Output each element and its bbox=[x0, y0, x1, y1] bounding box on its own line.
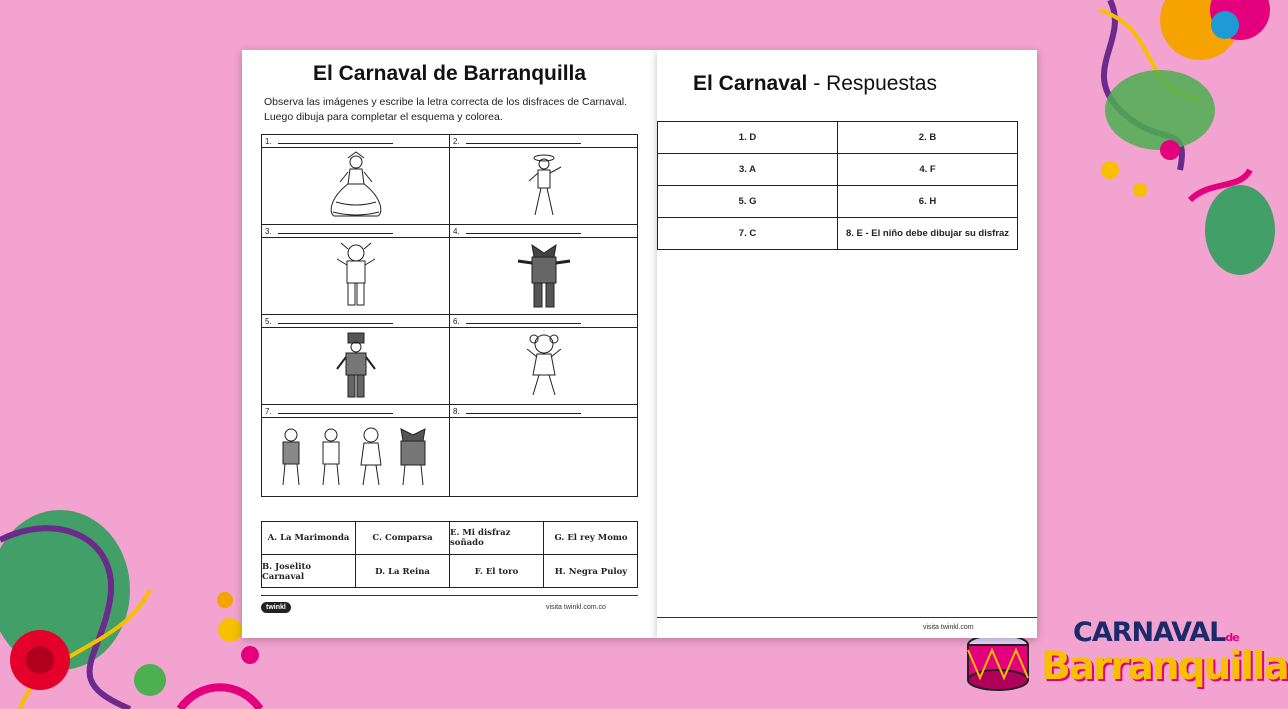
item-label: 7. bbox=[261, 404, 450, 418]
item-label: 8. bbox=[449, 404, 638, 418]
costume-image-cell bbox=[261, 327, 450, 405]
option-b: B. Joselito Carnaval bbox=[262, 555, 356, 588]
costume-image-cell bbox=[261, 237, 450, 315]
negra-puloy-costume-figure bbox=[519, 333, 569, 399]
costume-image-cell bbox=[449, 147, 638, 225]
carnaval-barranquilla-logo: CARNAVALde Barranquilla bbox=[1041, 617, 1288, 689]
answer-cell: 3. A bbox=[658, 154, 838, 186]
footer-divider bbox=[261, 595, 638, 596]
option-f: F. El toro bbox=[450, 555, 544, 588]
top-right-floral-decoration bbox=[1040, 0, 1260, 280]
item-label: 3. bbox=[261, 224, 450, 238]
bottom-left-floral-decoration bbox=[0, 480, 280, 709]
answer-cell: 5. G bbox=[658, 186, 838, 218]
item-label: 4. bbox=[449, 224, 638, 238]
answer-cell: 7. C bbox=[658, 218, 838, 250]
option-c: C. Comparsa bbox=[356, 522, 450, 555]
costume-image-cell bbox=[449, 327, 638, 405]
option-g: G. El rey Momo bbox=[544, 522, 638, 555]
costume-image-cell bbox=[449, 237, 638, 315]
comparsa-group-figure bbox=[271, 425, 441, 489]
option-d: D. La Reina bbox=[356, 555, 450, 588]
options-table bbox=[261, 521, 638, 588]
joselito-costume-figure bbox=[519, 153, 569, 219]
option-h: H. Negra Puloy bbox=[554, 566, 628, 577]
twinkl-logo: twinkl bbox=[261, 602, 291, 613]
footer-url: visita twinkl.com bbox=[923, 624, 974, 631]
item-label: 6. bbox=[449, 314, 638, 328]
answer-cell: 2. B bbox=[838, 122, 1018, 154]
item-label: 2. bbox=[449, 134, 638, 148]
item-label: 1. bbox=[261, 134, 450, 148]
rey-momo-costume-figure bbox=[331, 331, 381, 401]
answers-page bbox=[657, 50, 1037, 638]
answer-cell: 8. E - El niño debe dibujar su disfraz bbox=[838, 218, 1018, 250]
answer-cell: 1. D bbox=[658, 122, 838, 154]
marimonda-costume-figure bbox=[331, 243, 381, 309]
option-e: E. Mi disfraz soñado bbox=[450, 522, 544, 555]
item-label: 5. bbox=[261, 314, 450, 328]
comparsa-image-cell bbox=[261, 417, 450, 497]
drawing-area-cell bbox=[449, 417, 638, 497]
answer-cell: 6. H bbox=[838, 186, 1018, 218]
answers-title: El Carnaval - Respuestas bbox=[693, 72, 937, 95]
footer-url: visita twinkl.com.co bbox=[546, 604, 606, 611]
answers-table bbox=[657, 121, 1018, 250]
toro-costume-figure bbox=[514, 241, 574, 311]
worksheet-instructions: Observa las imágenes y escribe la letra correcta de los disfraces de Carnaval. Luego dibuja para completar el esquema y colorea. bbox=[264, 96, 627, 123]
worksheet-title: El Carnaval de Barranquilla bbox=[312, 62, 587, 85]
costume-image-cell bbox=[261, 147, 450, 225]
answer-cell: 4. F bbox=[838, 154, 1018, 186]
option-a: A. La Marimonda bbox=[262, 522, 356, 555]
queen-costume-figure bbox=[326, 152, 386, 220]
worksheet-page bbox=[242, 50, 657, 638]
footer-divider bbox=[657, 617, 1037, 618]
